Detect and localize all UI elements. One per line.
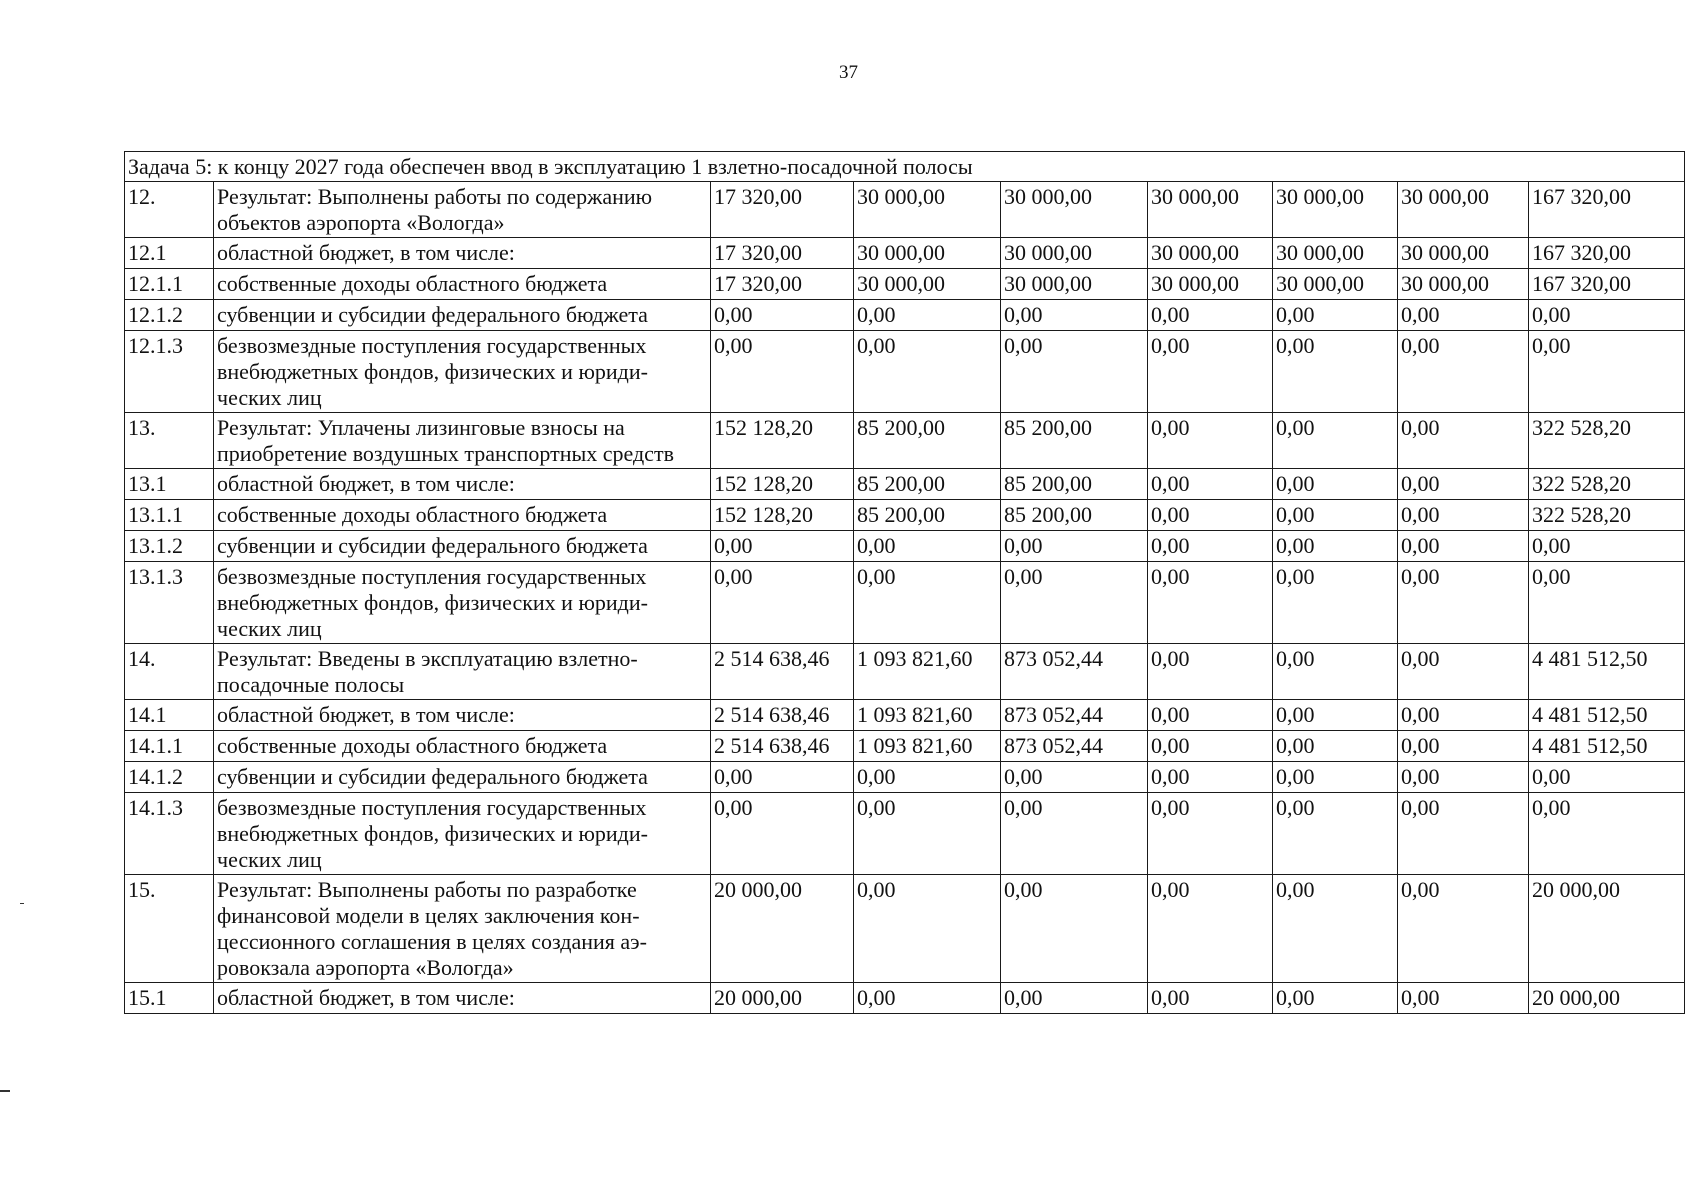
row-value: 0,00: [1148, 875, 1273, 983]
scan-mark: [0, 1090, 10, 1092]
row-total: 4 481 512,50: [1529, 644, 1685, 700]
row-total: 167 320,00: [1529, 238, 1685, 269]
scan-mark: [20, 903, 24, 904]
row-value: 17 320,00: [711, 238, 854, 269]
row-value: 30 000,00: [1001, 269, 1148, 300]
row-value: 0,00: [1398, 644, 1529, 700]
row-value: 152 128,20: [711, 413, 854, 469]
row-value: 0,00: [854, 983, 1001, 1014]
row-code: 14.1: [125, 700, 214, 731]
row-value: 0,00: [1398, 300, 1529, 331]
row-value: 2 514 638,46: [711, 700, 854, 731]
row-value: 0,00: [1273, 469, 1398, 500]
row-name: областной бюджет, в том числе:: [214, 238, 711, 269]
table-row: [125, 413, 1685, 469]
row-value: 0,00: [1398, 531, 1529, 562]
row-value: 0,00: [1001, 331, 1148, 413]
row-value: 0,00: [854, 331, 1001, 413]
row-value: 0,00: [1398, 469, 1529, 500]
table-row: [125, 331, 1685, 413]
row-value: 0,00: [1273, 331, 1398, 413]
row-value: 85 200,00: [854, 500, 1001, 531]
row-value: 0,00: [1398, 413, 1529, 469]
row-value: 30 000,00: [854, 182, 1001, 238]
row-name: собственные доходы областного бюджета: [214, 731, 711, 762]
row-value: 0,00: [1148, 562, 1273, 644]
task-title: Задача 5: к концу 2027 года обеспечен ввод в эксплуатацию 1 взлетно-посадочной полосы: [125, 152, 1685, 182]
row-value: 873 052,44: [1001, 731, 1148, 762]
row-value: 0,00: [1273, 983, 1398, 1014]
row-value: 0,00: [1148, 413, 1273, 469]
row-code: 13.1: [125, 469, 214, 500]
row-value: 2 514 638,46: [711, 731, 854, 762]
row-code: 12.: [125, 182, 214, 238]
row-value: 0,00: [1273, 531, 1398, 562]
row-code: 13.1.1: [125, 500, 214, 531]
row-code: 14.: [125, 644, 214, 700]
row-code: 12.1.2: [125, 300, 214, 331]
row-value: 0,00: [1001, 562, 1148, 644]
row-value: 85 200,00: [1001, 500, 1148, 531]
row-value: 0,00: [1001, 983, 1148, 1014]
row-value: 1 093 821,60: [854, 644, 1001, 700]
row-total: 0,00: [1529, 562, 1685, 644]
row-total: 322 528,20: [1529, 413, 1685, 469]
row-code: 13.1.3: [125, 562, 214, 644]
row-value: 30 000,00: [1398, 182, 1529, 238]
row-code: 12.1: [125, 238, 214, 269]
row-value: 0,00: [1148, 762, 1273, 793]
row-value: 30 000,00: [1148, 182, 1273, 238]
row-value: 0,00: [1273, 731, 1398, 762]
budget-table: [124, 151, 1685, 1014]
row-value: 0,00: [854, 793, 1001, 875]
page-number: 37: [839, 62, 858, 83]
row-value: 20 000,00: [711, 983, 854, 1014]
row-name: собственные доходы областного бюджета: [214, 500, 711, 531]
row-value: 0,00: [1001, 875, 1148, 983]
row-value: 17 320,00: [711, 182, 854, 238]
row-code: 15.: [125, 875, 214, 983]
row-code: 12.1.1: [125, 269, 214, 300]
row-value: 0,00: [854, 875, 1001, 983]
row-value: 0,00: [854, 531, 1001, 562]
table-row: [125, 983, 1685, 1014]
row-value: 0,00: [1398, 762, 1529, 793]
row-name: субвенции и субсидии федерального бюджета: [214, 531, 711, 562]
row-total: 4 481 512,50: [1529, 700, 1685, 731]
row-value: 0,00: [1001, 762, 1148, 793]
row-value: 0,00: [1398, 562, 1529, 644]
table-row: [125, 300, 1685, 331]
row-value: 0,00: [1273, 562, 1398, 644]
row-value: 0,00: [711, 793, 854, 875]
row-value: 0,00: [1148, 793, 1273, 875]
row-value: 0,00: [1398, 731, 1529, 762]
row-value: 873 052,44: [1001, 644, 1148, 700]
row-total: 4 481 512,50: [1529, 731, 1685, 762]
row-name: областной бюджет, в том числе:: [214, 700, 711, 731]
row-value: 0,00: [711, 300, 854, 331]
row-value: 873 052,44: [1001, 700, 1148, 731]
table-row: [125, 700, 1685, 731]
row-value: 30 000,00: [1398, 269, 1529, 300]
row-value: 0,00: [1148, 500, 1273, 531]
table-row: [125, 762, 1685, 793]
row-code: 12.1.3: [125, 331, 214, 413]
row-value: 0,00: [1001, 531, 1148, 562]
row-value: 0,00: [1273, 762, 1398, 793]
table-body: [125, 152, 1685, 1014]
row-name: областной бюджет, в том числе:: [214, 469, 711, 500]
row-value: 1 093 821,60: [854, 731, 1001, 762]
row-value: 0,00: [711, 562, 854, 644]
row-name: собственные доходы областного бюджета: [214, 269, 711, 300]
table-row: [125, 644, 1685, 700]
row-value: 85 200,00: [1001, 469, 1148, 500]
row-value: 85 200,00: [854, 469, 1001, 500]
row-value: 152 128,20: [711, 500, 854, 531]
row-code: 15.1: [125, 983, 214, 1014]
table-row: [125, 793, 1685, 875]
row-total: 167 320,00: [1529, 182, 1685, 238]
row-value: 152 128,20: [711, 469, 854, 500]
row-value: 0,00: [1273, 413, 1398, 469]
row-total: 20 000,00: [1529, 875, 1685, 983]
row-value: 0,00: [711, 762, 854, 793]
row-name: безвозмездные поступления государственных внебюджетных фондов, физических и юриди-ческих лиц: [214, 331, 711, 413]
row-value: 0,00: [1148, 644, 1273, 700]
row-value: 30 000,00: [1148, 269, 1273, 300]
row-total: 0,00: [1529, 331, 1685, 413]
row-value: 0,00: [1148, 300, 1273, 331]
row-value: 0,00: [1398, 983, 1529, 1014]
row-value: 0,00: [1398, 500, 1529, 531]
row-code: 14.1.1: [125, 731, 214, 762]
row-value: 0,00: [1398, 700, 1529, 731]
row-name: Результат: Выполнены работы по разработке финансовой модели в целях заключения кон-цессионного соглашения в целях создания аэ-ровокзала аэропорта «Вологда»: [214, 875, 711, 983]
table-row: [125, 731, 1685, 762]
row-name: Результат: Уплачены лизинговые взносы на приобретение воздушных транспортных средств: [214, 413, 711, 469]
table-row: [125, 875, 1685, 983]
row-value: 30 000,00: [854, 269, 1001, 300]
table-row: [125, 531, 1685, 562]
row-value: 30 000,00: [1273, 238, 1398, 269]
task-row: [125, 152, 1685, 182]
row-code: 13.1.2: [125, 531, 214, 562]
row-value: 20 000,00: [711, 875, 854, 983]
row-value: 0,00: [1273, 875, 1398, 983]
row-name: Результат: Введены в эксплуатацию взлетно-посадочные полосы: [214, 644, 711, 700]
row-value: 30 000,00: [1148, 238, 1273, 269]
row-value: 0,00: [854, 300, 1001, 331]
row-value: 0,00: [854, 562, 1001, 644]
row-value: 0,00: [1148, 700, 1273, 731]
row-value: 30 000,00: [1001, 238, 1148, 269]
row-total: 20 000,00: [1529, 983, 1685, 1014]
row-name: безвозмездные поступления государственных внебюджетных фондов, физических и юриди-ческих лиц: [214, 562, 711, 644]
table-row: [125, 500, 1685, 531]
row-name: субвенции и субсидии федерального бюджета: [214, 300, 711, 331]
row-value: 30 000,00: [854, 238, 1001, 269]
row-value: 0,00: [1148, 331, 1273, 413]
row-value: 1 093 821,60: [854, 700, 1001, 731]
row-name: Результат: Выполнены работы по содержанию объектов аэропорта «Вологда»: [214, 182, 711, 238]
row-value: 17 320,00: [711, 269, 854, 300]
row-name: субвенции и субсидии федерального бюджета: [214, 762, 711, 793]
row-value: 0,00: [1398, 875, 1529, 983]
table-row: [125, 238, 1685, 269]
row-code: 14.1.3: [125, 793, 214, 875]
row-value: 85 200,00: [1001, 413, 1148, 469]
table-row: [125, 562, 1685, 644]
row-code: 13.: [125, 413, 214, 469]
row-value: 0,00: [711, 331, 854, 413]
row-value: 0,00: [1398, 331, 1529, 413]
row-total: 322 528,20: [1529, 469, 1685, 500]
row-value: 30 000,00: [1273, 182, 1398, 238]
row-value: 0,00: [854, 762, 1001, 793]
row-total: 0,00: [1529, 300, 1685, 331]
row-total: 0,00: [1529, 531, 1685, 562]
row-value: 0,00: [711, 531, 854, 562]
row-value: 2 514 638,46: [711, 644, 854, 700]
row-value: 30 000,00: [1001, 182, 1148, 238]
row-value: 0,00: [1273, 793, 1398, 875]
row-value: 30 000,00: [1273, 269, 1398, 300]
row-value: 0,00: [1273, 300, 1398, 331]
row-name: безвозмездные поступления государственных внебюджетных фондов, физических и юриди-ческих лиц: [214, 793, 711, 875]
row-value: 0,00: [1148, 531, 1273, 562]
row-value: 0,00: [1273, 700, 1398, 731]
row-name: областной бюджет, в том числе:: [214, 983, 711, 1014]
row-total: 167 320,00: [1529, 269, 1685, 300]
row-value: 0,00: [1148, 731, 1273, 762]
row-code: 14.1.2: [125, 762, 214, 793]
row-value: 0,00: [1273, 500, 1398, 531]
row-value: 0,00: [1148, 983, 1273, 1014]
row-value: 30 000,00: [1398, 238, 1529, 269]
row-value: 0,00: [1001, 793, 1148, 875]
row-value: 0,00: [1398, 793, 1529, 875]
table-row: [125, 469, 1685, 500]
row-total: 0,00: [1529, 793, 1685, 875]
row-value: 85 200,00: [854, 413, 1001, 469]
row-total: 0,00: [1529, 762, 1685, 793]
row-value: 0,00: [1148, 469, 1273, 500]
row-value: 0,00: [1001, 300, 1148, 331]
table-row: [125, 269, 1685, 300]
row-total: 322 528,20: [1529, 500, 1685, 531]
row-value: 0,00: [1273, 644, 1398, 700]
table-row: [125, 182, 1685, 238]
